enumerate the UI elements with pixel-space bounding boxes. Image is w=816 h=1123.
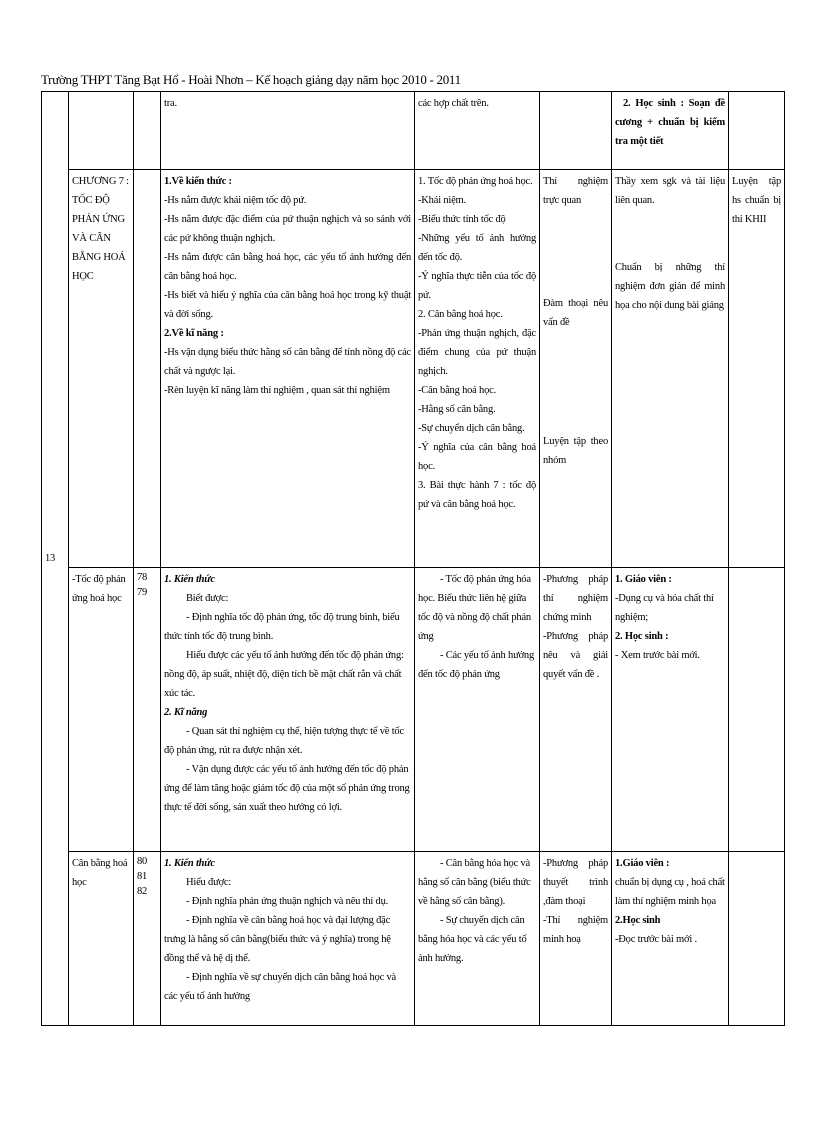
preparation-line: -Đọc trước bài mới .: [615, 934, 697, 945]
page-header: Trường THPT Tăng Bạt Hổ - Hoài Nhơn – Kế hoạch giảng dạy năm học 2010 - 2011: [41, 72, 461, 87]
content-line: các hợp chất trên.: [418, 98, 489, 109]
content-line: -Cân bằng hoá học.: [418, 385, 497, 396]
objectives-cell: [161, 170, 415, 568]
objective-line: Hiểu được các yếu tố ảnh hưởng đến tốc độ phản ứng: nồng độ, áp suất, nhiệt độ, diện tích bề mặt chất rắn và chất xúc tác.: [164, 650, 404, 699]
preparation-line: -Dụng cụ và hóa chất thí nghiệm;: [615, 593, 714, 623]
content-line: -Những yếu tố ảnh hưởng đến tốc độ.: [418, 233, 536, 263]
objective-line: -Hs nắm được đặc điểm của pứ thuận nghịch và so sánh với các pứ không thuận nghịch.: [164, 214, 411, 244]
objective-heading: 1. Kiến thức: [164, 858, 215, 869]
objective-line: -Hs biết và hiểu ý nghĩa của cân bằng hoá học trong kỹ thuật và đời sống.: [164, 290, 411, 320]
topic-cell: [69, 92, 134, 170]
content-cell: [415, 568, 540, 852]
topic-label: Cân bằng hoá học: [72, 858, 128, 888]
content-line: -Hằng số cân bằng.: [418, 404, 496, 415]
objective-line: - Định nghĩa về cân bằng hoá học và đại lượng đặc trưng là hằng số cân bằng(biểu thức và ý nghĩa) trong hệ đồng thể và hệ dị thể.: [164, 915, 391, 964]
objective-line: - Định nghĩa tốc độ phản ứng, tốc độ trung bình, biểu thức tính tốc độ trung bình.: [164, 612, 400, 642]
notes-cell: [729, 852, 785, 1026]
notes-cell: [729, 568, 785, 852]
content-line: - Cân bằng hóa học và hằng số cân bằng (biểu thức về hằng số cân bằng).: [418, 858, 531, 907]
methods-cell: [540, 568, 612, 852]
objective-heading: 2. Kĩ năng: [164, 707, 208, 718]
objective-heading: 1. Kiến thức: [164, 574, 215, 585]
content-line: -Sự chuyển dịch cân bằng.: [418, 423, 525, 434]
objectives-cell: [161, 852, 415, 1026]
content-line: -Khái niệm.: [418, 195, 466, 206]
period-number: 79: [137, 587, 148, 598]
methods-cell: [540, 92, 612, 170]
content-cell: [415, 170, 540, 568]
objective-line: Biết được:: [186, 593, 229, 604]
periods-cell: [134, 852, 161, 1026]
methods-cell: [540, 852, 612, 1026]
preparation-line: - Xem trước bài mới.: [615, 650, 700, 661]
objective-line: - Định nghĩa về sự chuyển dịch cân bằng hoá học và các yếu tố ảnh hưởng: [164, 972, 396, 1002]
preparation-cell: [612, 852, 729, 1026]
objective-heading: 1.Về kiến thức :: [164, 176, 232, 187]
content-cell: [415, 852, 540, 1026]
objective-line: Hiểu được:: [186, 877, 232, 888]
lesson-plan-table: [41, 91, 785, 1026]
method-line: -Phương pháp thí nghiệm chứng minh: [543, 574, 608, 623]
table-row: [42, 852, 785, 1026]
preparation-heading: 1.Giáo viên :: [615, 858, 670, 869]
preparation-line: Thầy xem sgk và tài liệu liên quan.: [615, 176, 725, 206]
period-number: 81: [137, 871, 148, 882]
preparation-cell: [612, 92, 729, 170]
topic-cell: [69, 852, 134, 1026]
topic-label: -Tốc độ phản ứng hoá học: [72, 574, 126, 604]
preparation-cell: [612, 170, 729, 568]
objectives-cell: [161, 92, 415, 170]
objective-line: -Hs nắm được cân bằng hoá học, các yếu tố ảnh hưởng đến cân bằng hoá học.: [164, 252, 411, 282]
periods-cell: [134, 170, 161, 568]
objective-line: - Định nghĩa phản ứng thuận nghịch và nêu thí dụ.: [186, 896, 389, 907]
content-line: 3. Bài thực hành 7 : tốc độ pứ và cân bằng hoá học.: [418, 480, 536, 510]
content-line: -Ý nghĩa thực tiễn của tốc độ pứ.: [418, 271, 536, 301]
periods-cell: [134, 92, 161, 170]
content-line: - Sự chuyển dịch cân bằng hóa học và các yếu tố ảnh hưởng.: [418, 915, 527, 964]
content-line: -Phản ứng thuận nghịch, đặc điểm chung của pứ thuận nghịch.: [418, 328, 536, 377]
objective-line: -Hs vận dụng biểu thức hằng số cân bằng để tính nồng độ các chất và ngược lại.: [164, 347, 411, 377]
preparation-cell: [612, 568, 729, 852]
preparation-heading: 2. Học sinh :: [615, 631, 669, 642]
period-number: 80: [137, 856, 148, 867]
topic-cell: [69, 170, 134, 568]
content-cell: [415, 92, 540, 170]
objective-heading: 2.Về kĩ năng :: [164, 328, 224, 339]
period-number: 82: [137, 886, 148, 897]
objective-line: -Rèn luyện kĩ năng làm thí nghiệm , quan sát thí nghiệm: [164, 385, 390, 396]
preparation-heading: 1. Giáo viên :: [615, 574, 672, 585]
methods-cell: [540, 170, 612, 568]
content-line: - Các yếu tố ảnh hưởng đến tốc độ phản ứng: [418, 650, 535, 680]
table-row: [42, 92, 785, 170]
preparation-line: Chuẩn bị những thí nghiệm đơn giản để minh họa cho nội dung bài giảng: [615, 262, 725, 311]
method-line: Thí nghiệm trực quan: [543, 176, 608, 206]
preparation-line: chuẩn bị dụng cụ , hoá chất làm thí nghiệm minh họa: [615, 877, 725, 907]
preparation-heading: 2.Học sinh: [615, 915, 661, 926]
week-number: 13: [45, 553, 56, 564]
content-line: -Ý nghĩa của cân bằng hoá học.: [418, 442, 536, 472]
objectives-cell: [161, 568, 415, 852]
content-line: 2. Cân bằng hoá học.: [418, 309, 503, 320]
content-line: 1. Tốc độ phản ứng hoá học.: [418, 176, 533, 187]
method-line: -Thí nghiệm minh hoạ: [543, 915, 608, 945]
objective-line: - Quan sát thí nghiệm cụ thể, hiện tượng thực tế về tốc độ phản ứng, rút ra được nhận xét.: [164, 726, 404, 756]
preparation-line: 2. Học sinh : Soạn đề cương + chuẩn bị kiểm tra một tiết: [615, 98, 725, 147]
objective-line: -Hs nắm được khái niệm tốc độ pứ.: [164, 195, 307, 206]
table-row: [42, 170, 785, 568]
content-line: -Biểu thức tính tốc độ: [418, 214, 506, 225]
notes-cell: [729, 170, 785, 568]
week-number-cell: [42, 92, 69, 1026]
content-line: - Tốc độ phản ứng hóa học. Biểu thức liên hệ giữa tốc độ và nồng độ chất phản ứng: [418, 574, 531, 642]
method-line: Đàm thoại nêu vấn đề: [543, 298, 608, 328]
objective-line: tra.: [164, 98, 177, 109]
method-line: -Phương pháp thuyết trình ,đàm thoại: [543, 858, 608, 907]
period-number: 78: [137, 572, 148, 583]
note-line: Luyện tập hs chuẩn bị thi KHII: [732, 176, 781, 225]
method-line: -Phương pháp nêu và giải quyết vấn đề .: [543, 631, 608, 680]
table-row: [42, 568, 785, 852]
topic-label: CHƯƠNG 7 : TỐC ĐỘ PHẢN ỨNG VÀ CÂN BẰNG HOÁ HỌC: [72, 176, 129, 282]
method-line: Luyện tập theo nhóm: [543, 436, 608, 466]
notes-cell: [729, 92, 785, 170]
periods-cell: [134, 568, 161, 852]
topic-cell: [69, 568, 134, 852]
objective-line: - Vận dụng được các yếu tố ảnh hưởng đến tốc độ phản ứng để làm tăng hoặc giảm tốc độ của một số phản ứng trong thực tế đời sống, sản xuất theo hướng có lợi.: [164, 764, 410, 813]
